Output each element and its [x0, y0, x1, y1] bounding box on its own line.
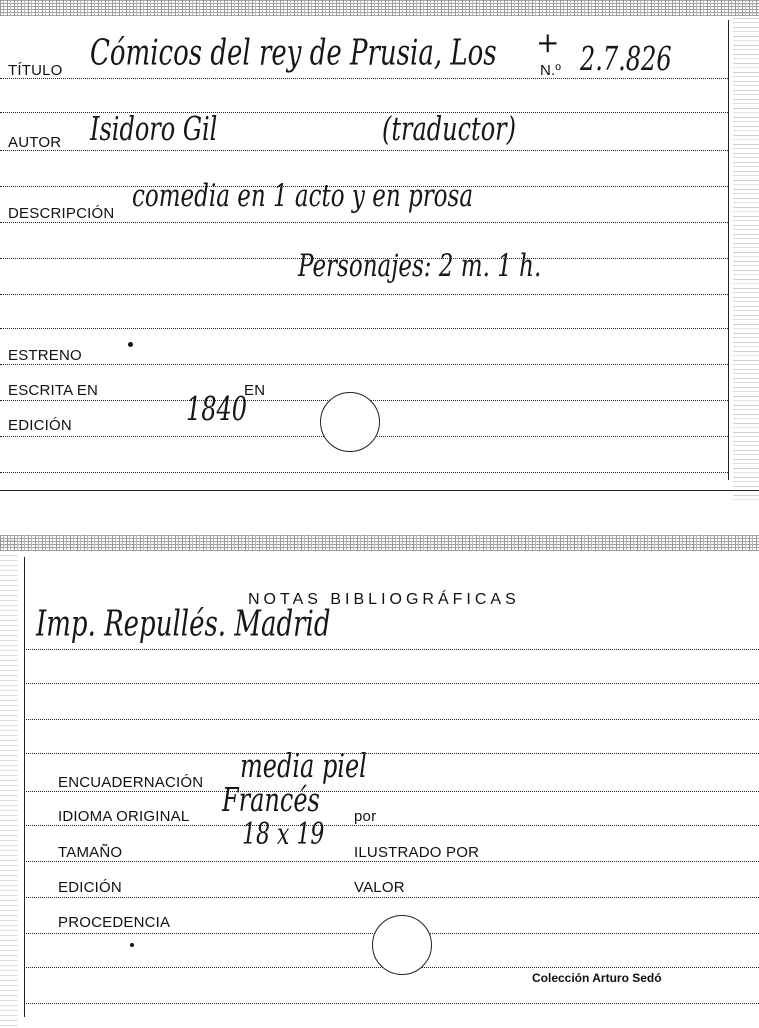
edicion-label: EDICIÓN	[8, 417, 72, 434]
descripcion-value: comedia en 1 acto y en prosa	[132, 178, 474, 214]
procedencia-label: PROCEDENCIA	[58, 914, 171, 931]
autor-label: AUTOR	[8, 134, 62, 151]
punch-hole	[320, 392, 380, 452]
rule	[24, 649, 759, 650]
card-edge	[733, 0, 759, 500]
tamano-value: 18 x 19	[242, 818, 325, 852]
rule	[24, 719, 759, 720]
rule	[24, 1003, 759, 1004]
torn-edge	[0, 535, 759, 551]
rule	[24, 683, 759, 684]
rule	[24, 791, 759, 792]
edicion-label-back: EDICIÓN	[58, 879, 122, 896]
collection-label: Colección Arturo Sedó	[532, 971, 662, 985]
valor-label: VALOR	[354, 879, 405, 896]
ink-dot	[128, 342, 133, 347]
rule	[0, 294, 728, 295]
notes-value: Imp. Repullés. Madrid	[36, 604, 331, 645]
rule	[24, 825, 759, 826]
estreno-label: ESTRENO	[8, 347, 82, 364]
titulo-value: Cómicos del rey de Prusia, Los	[90, 33, 497, 74]
card-edge	[0, 535, 18, 1028]
encuadernacion-value: media piel	[240, 747, 367, 785]
autor-role: (traductor)	[382, 110, 516, 148]
rule	[0, 328, 728, 329]
idioma-value: Francés	[222, 781, 320, 819]
numero-label: N.º	[540, 62, 562, 79]
rule	[0, 78, 728, 79]
encuadernacion-label: ENCUADERNACIÓN	[58, 774, 204, 791]
card-bottom-edge	[0, 490, 759, 491]
escrita-label: ESCRITA EN	[8, 382, 99, 399]
card-border	[24, 557, 25, 1017]
en-label: EN	[244, 382, 266, 399]
tamano-label: TAMAÑO	[58, 844, 123, 861]
rule	[0, 472, 728, 473]
ink-dot	[130, 943, 134, 947]
idioma-label: IDIOMA ORIGINAL	[58, 808, 190, 825]
rule	[24, 753, 759, 754]
rule	[0, 364, 728, 365]
titulo-label: TÍTULO	[8, 62, 63, 79]
card-border	[728, 20, 729, 480]
ilustrado-label: ILUSTRADO POR	[354, 844, 480, 861]
rule	[24, 861, 759, 862]
catalog-card-back	[0, 535, 759, 1028]
notes-heading: NOTAS BIBLIOGRÁFICAS	[248, 591, 520, 608]
descripcion-label: DESCRIPCIÓN	[8, 205, 115, 222]
catalog-card-front	[0, 0, 759, 500]
cross-mark: +	[536, 26, 560, 59]
rule	[0, 150, 728, 151]
rule	[0, 222, 728, 223]
personajes-value: Personajes: 2 m. 1 h.	[298, 248, 542, 284]
punch-hole	[372, 915, 432, 975]
autor-value: Isidoro Gil	[90, 110, 218, 148]
por-label: por	[354, 808, 377, 825]
rule	[24, 897, 759, 898]
edicion-value: 1840	[186, 390, 248, 428]
torn-edge	[0, 0, 759, 16]
numero-value: 2.7.826	[580, 40, 672, 78]
